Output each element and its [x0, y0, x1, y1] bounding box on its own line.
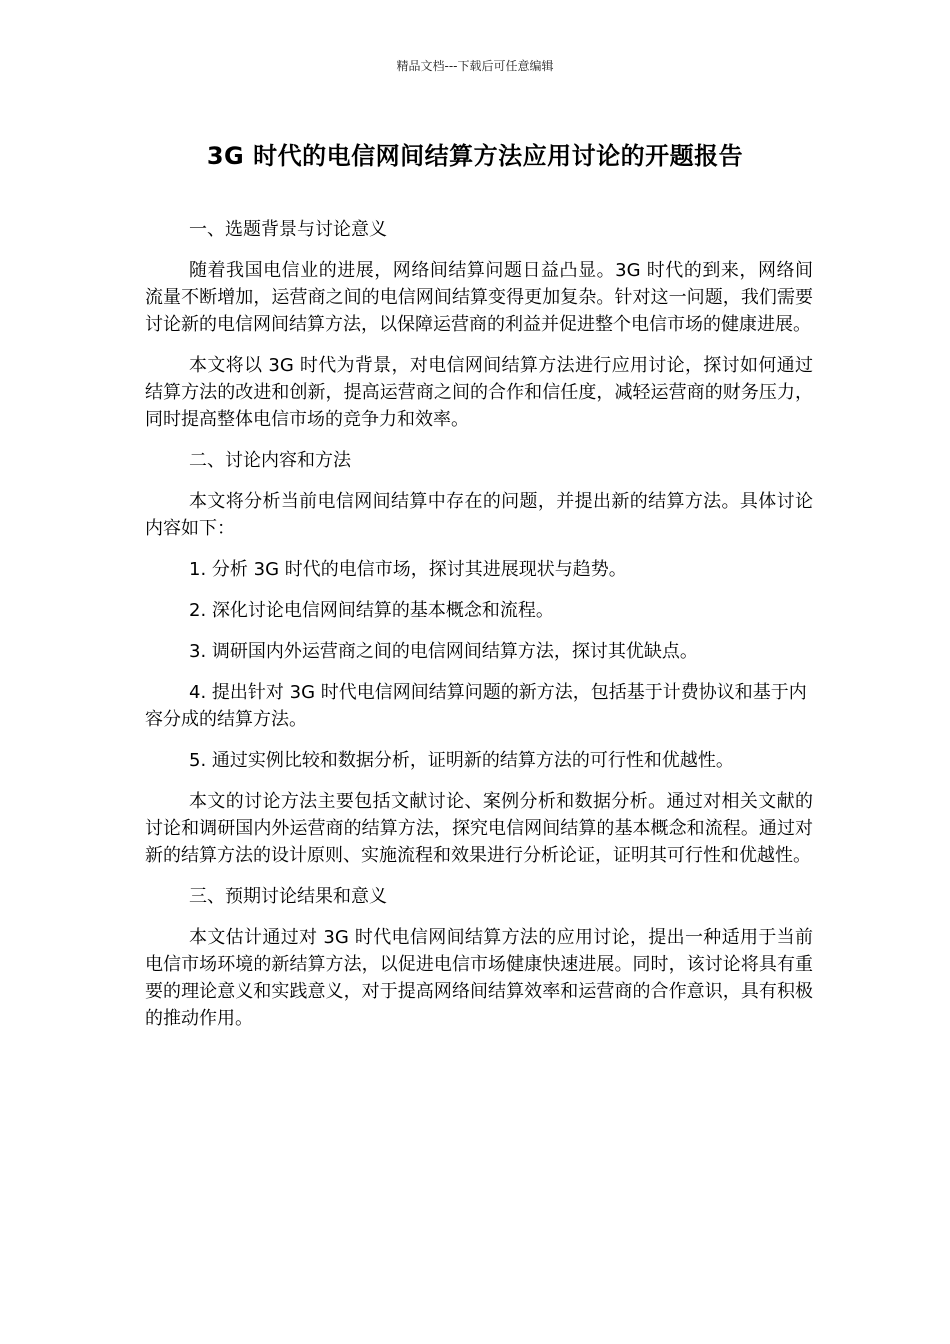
- document-body: [145, 216, 813, 1046]
- list-item: 5. 通过实例比较和数据分析，证明新的结算方法的可行性和优越性。: [189, 750, 734, 771]
- section-heading-background: 一、选题背景与讨论意义: [189, 219, 387, 240]
- paragraph-background: 随着我国电信业的进展，网络间结算问题日益凸显。3G 时代的到来，网络间流量不断增加，运营商之间的电信网间结算变得更加复杂。针对这一问题，我们需要讨论新的电信网间结算方法，以保障运营商的利益并促进整个电信市场的健康进展。: [145, 260, 813, 335]
- paragraph-expected-results: 本文估计通过对 3G 时代电信网间结算方法的应用讨论，提出一种适用于当前电信市场环境的新结算方法，以促进电信市场健康快速进展。同时，该讨论将具有重要的理论意义和实践意义，对于提高网络间结算效率和运营商的合作意识，具有积极的推动作用。: [145, 927, 813, 1029]
- document-title: 3G 时代的电信网间结算方法应用讨论的开题报告: [206, 142, 744, 170]
- section-heading-expected-results: 三、预期讨论结果和意义: [189, 886, 387, 907]
- list-item: 4. 提出针对 3G 时代电信网间结算问题的新方法，包括基于计费协议和基于内容分成的结算方法。: [145, 682, 807, 730]
- list-item: 1. 分析 3G 时代的电信市场，探讨其进展现状与趋势。: [189, 559, 627, 580]
- paragraph-methods: 本文的讨论方法主要包括文献讨论、案例分析和数据分析。通过对相关文献的讨论和调研国内外运营商的结算方法，探究电信网间结算的基本概念和流程。通过对新的结算方法的设计原则、实施流程和效果进行分析论证，证明其可行性和优越性。: [145, 791, 813, 866]
- list-item: 2. 深化讨论电信网间结算的基本概念和流程。: [189, 600, 554, 621]
- header-note: 精品文档---下载后可任意编辑: [396, 59, 554, 73]
- paragraph-content-intro: 本文将分析当前电信网间结算中存在的问题，并提出新的结算方法。具体讨论内容如下：: [145, 491, 813, 539]
- section-heading-content-methods: 二、讨论内容和方法: [189, 450, 351, 471]
- list-item: 3. 调研国内外运营商之间的电信网间结算方法，探讨其优缺点。: [189, 641, 698, 662]
- paragraph-purpose: 本文将以 3G 时代为背景，对电信网间结算方法进行应用讨论，探讨如何通过结算方法的改进和创新，提高运营商之间的合作和信任度，减轻运营商的财务压力，同时提高整体电信市场的竞争力和效率。: [145, 355, 813, 430]
